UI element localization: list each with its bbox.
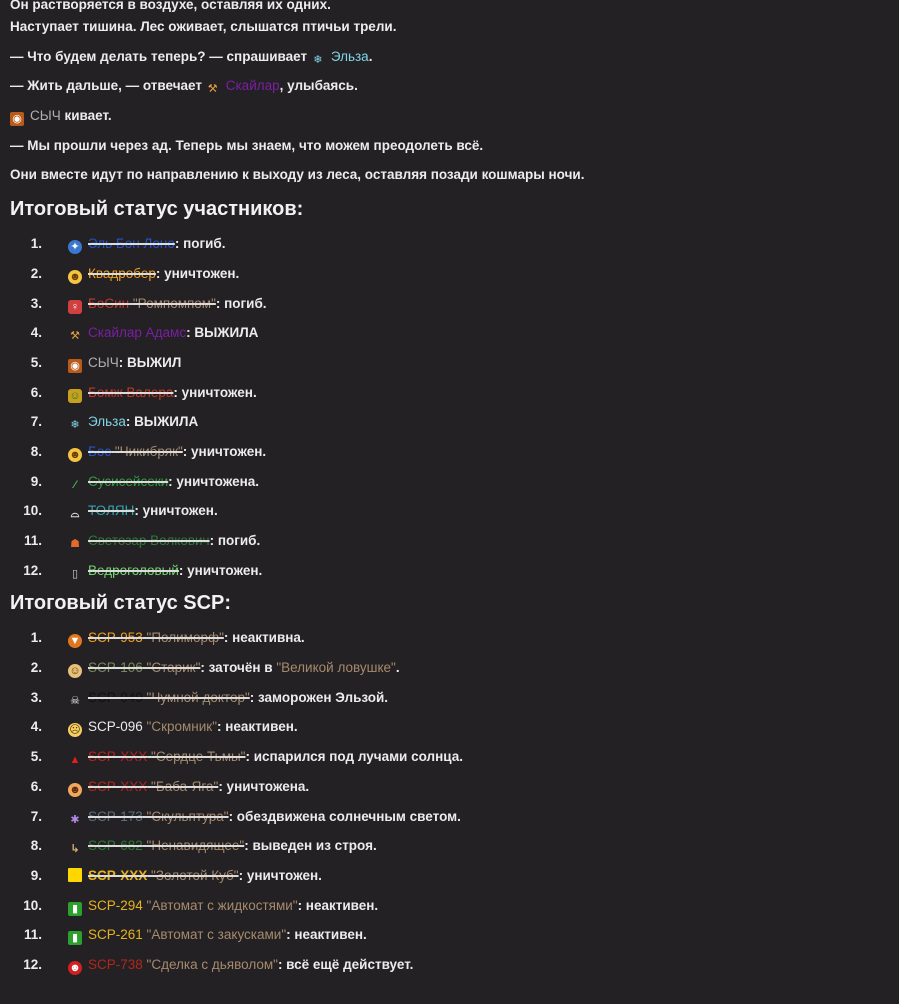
list-item: 11. ☗ Светозар Волкович: погиб. xyxy=(23,533,261,550)
list-item: 1. ▼ SCP-953 "Полиморф": неактивна. xyxy=(30,630,305,648)
dancer-icon: ♀ xyxy=(68,300,82,314)
list-item: 8. ↳ SCP-682 "Ненавидящее": выведен из строя. xyxy=(30,838,377,856)
story-line: Они вместе идут по направлению к выходу из леса, оставляя позади кошмары ночи. xyxy=(10,167,585,183)
list-item: 8. ☻ Бос "Чикибряк": уничтожен. xyxy=(30,443,267,461)
list-item: 6. ☺ Бомж Валера: уничтожен. xyxy=(30,384,257,402)
list-item: 3. ☠ SCP-049 "Чумной доктор": заморожен Эльзой. xyxy=(30,689,389,707)
list-item: 7. ✱ SCP-173 "Скульптура": обездвижена солнечным светом. xyxy=(30,808,461,826)
list-item: 4. ☹ SCP-096 "Скромник": неактивен. xyxy=(30,719,298,737)
blood-drop-icon: ▲ xyxy=(69,754,81,767)
vending-machine-icon: ▮ xyxy=(68,931,82,945)
list-item: 10. ⌓ ТОЛЯН: уничтожен. xyxy=(23,503,218,521)
list-item: 7. ❄ Эльза: ВЫЖИЛА xyxy=(30,414,199,432)
list-item: 9. ⁄ Сусисейсеки: уничтожена. xyxy=(30,473,260,491)
list-item: 12. ☻ SCP-738 "Сделка с дьяволом": всё ещё действует. xyxy=(23,956,414,974)
character-name: Эльза xyxy=(330,48,369,64)
list-item: 6. ☻ SCP-XXX "Баба-Яга": уничтожена. xyxy=(30,778,310,796)
list-item: 9. SCP-XXX "Золотой Куб": уничтожен. xyxy=(30,867,322,883)
story-line: ◉ СЫЧ кивает. xyxy=(10,105,899,135)
beard-icon: ☗ xyxy=(70,538,80,550)
pickaxe-icon: ⚒ xyxy=(207,83,218,96)
story-line: Наступает тишина. Лес оживает, слышатся птичьи трели. xyxy=(10,19,397,34)
owl-icon: ◉ xyxy=(68,359,82,373)
hat-icon: ⌓ xyxy=(70,508,80,521)
character-name: Скайлар xyxy=(225,78,280,94)
skull-icon: ☠ xyxy=(70,694,80,707)
statue-icon: ✱ xyxy=(70,813,80,826)
vending-machine-icon: ▮ xyxy=(68,902,82,916)
hag-face-icon: ☻ xyxy=(69,783,81,796)
list-item: 12. ▯ Ведроголовый: уничтожен. xyxy=(23,562,263,580)
story-line: — Мы прошли через ад. Теперь мы знаем, что можем преодолеть всё. xyxy=(10,137,484,153)
owl-icon: ◉ xyxy=(10,112,24,126)
list-item: 5. ▲ SCP-XXX "Сердце Тьмы": испарился под лучами солнца. xyxy=(30,749,463,767)
crying-face-icon: ☹ xyxy=(69,724,81,737)
participants-heading: Итоговый статус участников: xyxy=(10,198,304,221)
story-line: — Жить дальше, — отвечает ⚒ Скайлар, улыбаясь. xyxy=(10,78,358,96)
bucket-icon: ▯ xyxy=(71,567,79,580)
devil-icon: ☻ xyxy=(69,961,81,974)
list-item: 11. ▮ SCP-261 "Автомат с закусками": неактивен. xyxy=(23,927,367,945)
list-item: 4. ⚒ Скайлар Адамс: ВЫЖИЛА xyxy=(30,325,259,343)
list-item: 2. ☺ SCP-106 "Старик": заточён в "Великой ловушке". xyxy=(30,660,400,678)
cat-icon: ☻ xyxy=(69,270,81,283)
list-item: 5. ◉ СЫЧ: ВЫЖИЛ xyxy=(30,354,182,372)
list-item: 2. ☻ Квадробер: уничтожен. xyxy=(30,265,240,283)
grass-icon: ⁄ xyxy=(74,478,76,491)
old-man-icon: ☺ xyxy=(69,665,81,678)
list-item: 3. ♀ БоСин "Ромпомпом": погиб. xyxy=(30,295,267,313)
list-item: 1. ✦ Эль Бон Лоно: погиб. xyxy=(30,236,226,254)
list-item: 10. ▮ SCP-294 "Автомат с жидкостями": неактивен. xyxy=(23,897,379,915)
cat-icon: ☻ xyxy=(69,448,81,461)
snowflake-icon: ❄ xyxy=(70,419,80,432)
mage-icon: ✦ xyxy=(68,240,82,254)
story-line: Он растворяется в воздухе, оставляя их одних. xyxy=(10,0,331,12)
creature-icon: ↳ xyxy=(70,843,80,856)
snowflake-icon: ❄ xyxy=(313,53,323,66)
bum-icon: ☺ xyxy=(69,389,81,402)
pickaxe-icon: ⚒ xyxy=(70,330,80,343)
participants-list xyxy=(10,232,899,588)
character-name: СЫЧ xyxy=(30,108,61,124)
story-line: — Что будем делать теперь? — спрашивает ❄ Эльза. xyxy=(10,48,373,66)
scp-heading: Итоговый статус SCP: xyxy=(10,592,232,615)
fox-icon: ▼ xyxy=(69,635,81,648)
yellow-square-icon xyxy=(68,868,82,882)
scp-list xyxy=(10,626,899,982)
